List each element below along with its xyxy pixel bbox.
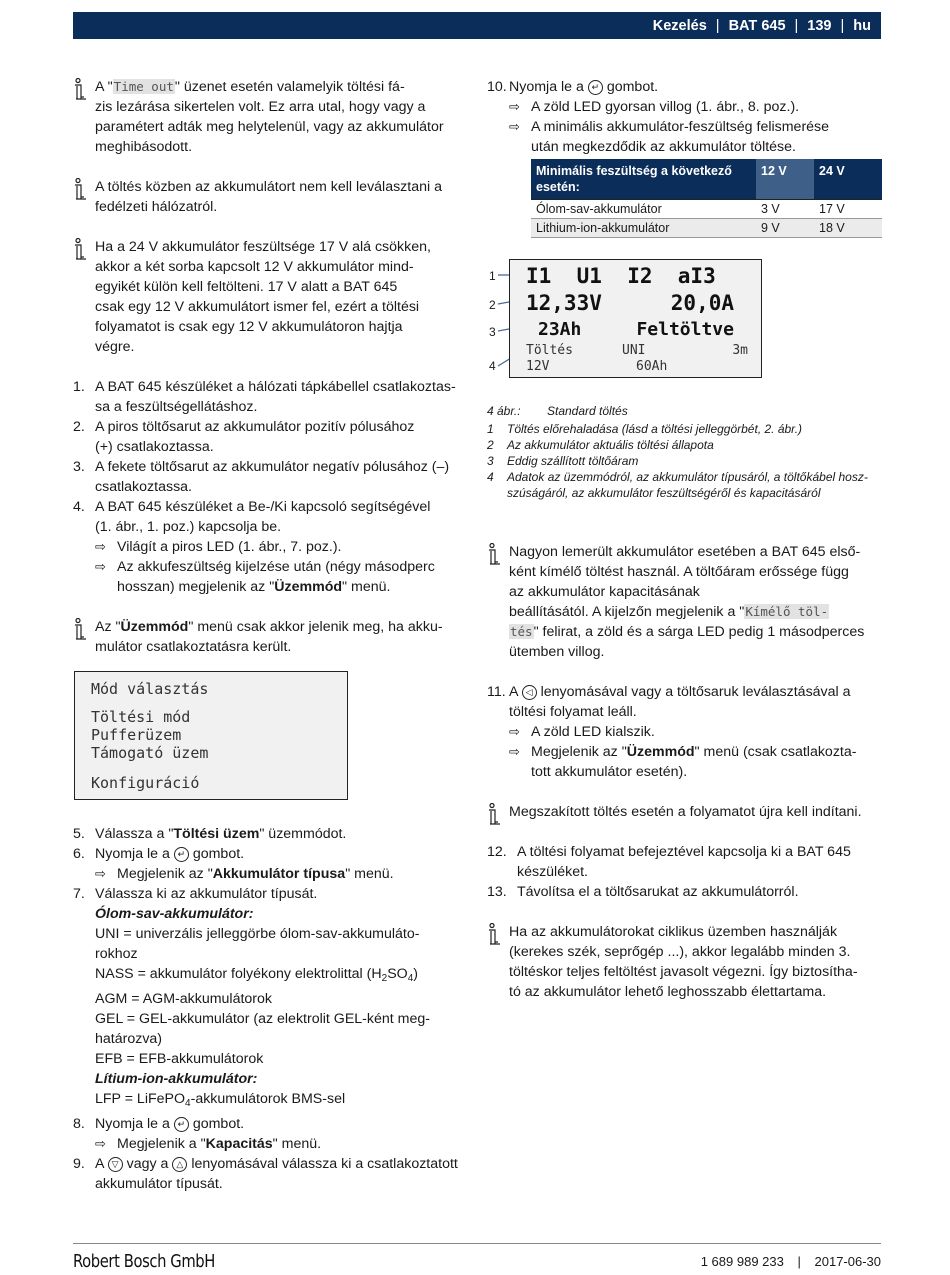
figure-label: 4 ábr.: (487, 404, 521, 418)
list-item: 6. Nyomja le a ↵ gombot. ⇨ Megjelenik az "Akkumulátor típusa" menü. (73, 844, 468, 884)
callout-2: 2 (489, 298, 496, 312)
note-timeout: A "Time out" üzenet esetén valamelyik töltési fá- zis lezárása sikertelen volt. Ez arra utal, hogy vagy a paramétert adták meg helytelenül, vagy az akkumulátor meghibásodott. (73, 77, 468, 157)
info-icon (73, 178, 87, 200)
result-item: ⇨ A minimális akkumulátor-feszültség felismerése után megkezdődik az akkumulátor töltése. (509, 119, 830, 155)
right-column-lower (487, 542, 887, 1002)
right-column (487, 77, 882, 157)
header-language: hu (853, 17, 871, 34)
callout-3: 3 (489, 325, 496, 339)
note-mode-menu: Az "Üzemmód" menü csak akkor jelenik meg, ha akku- mulátor csatlakoztatásra került. (73, 617, 468, 657)
list-item: 12. A töltési folyamat befejeztével kapcsolja ki a BAT 645 készüléket. (487, 844, 851, 880)
note-24v-battery: Ha a 24 V akkumulátor feszültsége 17 V alá csökken, akkor a két sorba kapcsolt 12 V akkumulátor mind- egyikét külön kell feltölteni. 17 V alatt a BAT 645 csak egy 12 V akkumulátort ismer fel, ezért a töltési folyamatot is csak egy 12 V akkumulátoron hajtja végre. (73, 237, 468, 357)
list-item: 3. A fekete töltősarut az akkumulátor negatív pólusához (–) csatlakoztassa. (73, 459, 450, 495)
lcd-row-charge: 23Ah Feltöltve (538, 319, 734, 340)
info-icon (73, 238, 87, 260)
arrow-right-icon: ⇨ (95, 559, 106, 574)
list-item: 10. Nyomja le a ↵ gombot. ⇨ A zöld LED gyorsan villog (1. ábr., 8. poz.). ⇨ A minimális akkumulátor-feszültség felismerése után megkezdődik az akkumulátor töltése. (487, 77, 882, 157)
steps-list-1 (73, 377, 468, 597)
figure-caption (487, 403, 882, 501)
header-section: Kezelés (652, 17, 707, 34)
list-item: 8. Nyomja le a ↵ gombot. ⇨ Megjelenik a "Kapacitás" menü. (73, 1114, 468, 1154)
menu-title: Mód választás (91, 680, 209, 698)
info-icon (487, 803, 501, 825)
gentle-charge-code: Kímélő töl- (745, 604, 829, 619)
list-item: 13. Távolítsa el a töltősarukat az akkumulátorról. (487, 884, 799, 900)
left-column (73, 77, 468, 657)
document-date: 2017-06-30 (814, 1254, 881, 1269)
arrow-right-icon: ⇨ (95, 1136, 106, 1151)
note-gentle-charge: Nagyon lemerült akkumulátor esetében a BAT 645 első- ként kímélő töltést használ. A töltőáram erőssége függ az akkumulátor kapacitásának beállításától. A kijelzőn megjelenik a "Kímélő töl- tés" felirat, a zöld és a sárga LED pedig 1 másodperces ütemben villog. (487, 542, 887, 662)
callout-4: 4 (489, 359, 496, 373)
charging-display (509, 259, 762, 378)
note-restart: Megszakított töltés esetén a folyamatot újra kell indítani. (487, 802, 887, 822)
header-page-number: 139 (807, 17, 832, 34)
min-voltage-table (531, 159, 882, 238)
callout-1: 1 (489, 269, 496, 283)
note-cyclic-use: Ha az akkumulátorokat ciklikus üzemben használják (kerekes szék, seprőgép ...), akkor legalább minden 3. töltéskor teljes feltöltést javasolt végezni. Így biztosítha- tó az akkumulátor lehető leghosszabb élettartama. (487, 922, 887, 1002)
legend-item: 2 Az akkumulátor aktuális töltési állapota (487, 438, 714, 452)
list-item: 1. A BAT 645 készüléket a hálózati tápkábellel csatlakoztas- sa a feszültségellátáshoz. (73, 379, 456, 415)
list-item: 11. A ◁ lenyomásával vagy a töltősaruk leválasztásával a töltési folyamat leáll. ⇨ A zöld LED kialszik. ⇨ Megjelenik az "Üzemmód" menü (csak csatlakozta- tott akkumulátor esetén). (487, 682, 887, 782)
arrow-right-icon: ⇨ (509, 119, 520, 134)
page-header: Kezelés | BAT 645 | 139 | hu (73, 12, 881, 39)
down-button-icon: ▽ (108, 1157, 123, 1172)
list-item: 5. Válassza a "Töltési üzem" üzemmódot. (73, 826, 347, 842)
figure-title: Standard töltés (547, 404, 628, 418)
enter-button-icon: ↵ (174, 847, 189, 862)
arrow-right-icon: ⇨ (509, 99, 520, 114)
enter-button-icon: ↵ (588, 80, 603, 95)
info-icon (487, 543, 501, 565)
lcd-row-status: 12,33V 20,0A (526, 291, 734, 315)
info-icon (487, 923, 501, 945)
result-item: ⇨ Megjelenik a "Kapacitás" menü. (95, 1136, 322, 1152)
result-item: ⇨ A zöld LED gyorsan villog (1. ábr., 8. poz.). (509, 99, 800, 115)
legend-item: 4 Adatok az üzemmódról, az akkumulátor típusáról, a töltőkábel hosz- szúságáról, az akkumulátor feszültségéről és kapacitásáról (487, 470, 868, 500)
info-icon (73, 618, 87, 640)
mode-select-display (74, 671, 348, 800)
table-row: Lithium-ion-akkumulátor 9 V 18 V (531, 219, 882, 238)
info-icon (73, 78, 87, 100)
left-column-lower (73, 824, 468, 1194)
lcd-row-progress: I1 U1 I2 aI3 (526, 264, 716, 288)
result-item: ⇨ Az akkufeszültség kijelzése után (négy másodperc hosszan) megjelenik az "Üzemmód" menü. (95, 559, 435, 595)
brand-logo: Robert Bosch GmbH (73, 1251, 215, 1272)
list-item: 4. A BAT 645 készüléket a Be-/Ki kapcsoló segítségével (1. ábr., 1. poz.) kapcsolja be. ⇨ Világít a piros LED (1. ábr., 7. poz.). ⇨ Az akkufeszültség kijelzése után (négy másodperc hosszan) megjelenik az "Üzemmód" menü. (73, 497, 468, 597)
result-item: ⇨ Világít a piros LED (1. ábr., 7. poz.). (95, 539, 342, 555)
arrow-right-icon: ⇨ (509, 744, 520, 759)
document-number: 1 689 989 233 (700, 1254, 784, 1269)
lcd-row-battery: 12V 60Ah (526, 359, 668, 374)
arrow-right-icon: ⇨ (509, 724, 520, 739)
page-footer: Robert Bosch GmbH 1 689 989 233 | 2017-06-30 (73, 1243, 881, 1244)
menu-item: Konfiguráció (91, 774, 200, 792)
legend-item: 1 Töltés előrehaladása (lásd a töltési jelleggörbét, 2. ábr.) (487, 422, 803, 436)
note-onboard-network: A töltés közben az akkumulátort nem kell leválasztani a fedélzeti hálózatról. (73, 177, 468, 217)
menu-item: Pufferüzem (91, 726, 182, 744)
arrow-right-icon: ⇨ (95, 539, 106, 554)
lcd-row-mode: Töltés UNI 3m (526, 343, 748, 358)
result-item: ⇨ A zöld LED kialszik. (509, 724, 655, 740)
menu-item: Támogató üzem (91, 744, 209, 762)
up-button-icon: △ (172, 1157, 187, 1172)
list-item: 9. A ▽ vagy a △ lenyomásával válassza ki a csatlakoztatott akkumulátor típusát. (73, 1156, 458, 1192)
table-header-row: Minimális feszültség a következő esetén: 12 V 24 V (531, 159, 882, 200)
result-item: ⇨ Megjelenik az "Üzemmód" menü (csak csatlakozta- tott akkumulátor esetén). (509, 744, 857, 780)
back-button-icon: ◁ (522, 685, 537, 700)
result-item: ⇨ Megjelenik az "Akkumulátor típusa" menü. (95, 866, 394, 882)
list-item: 7. Válassza ki az akkumulátor típusát. Ólom-sav-akkumulátor: UNI = univerzális jelleggörbe ólom-sav-akkumuláto- rokhoz NASS = akkumulátor folyékony elektrolittal $(H_2SO_4)$ AGM = AGM-akkumulátorok GEL = GEL-akkumulátor (az elektrolit GEL-ként meg- határozva) EFB = EFB-akkumulátorok Lítium-ion-akkumulátor: LFP = LiFePO$_4$-akkumulátorok BMS-sel (73, 886, 430, 1109)
menu-item: Töltési mód (91, 708, 191, 726)
timeout-code: Time out (113, 79, 174, 94)
arrow-right-icon: ⇨ (95, 866, 106, 881)
list-item: 2. A piros töltősarut az akkumulátor pozitív pólusához (+) csatlakoztassa. (73, 419, 415, 455)
enter-button-icon: ↵ (174, 1117, 189, 1132)
legend-item: 3 Eddig szállított töltőáram (487, 454, 639, 468)
header-model: BAT 645 (728, 17, 786, 34)
table-row: Ólom-sav-akkumulátor 3 V 17 V (531, 200, 882, 219)
